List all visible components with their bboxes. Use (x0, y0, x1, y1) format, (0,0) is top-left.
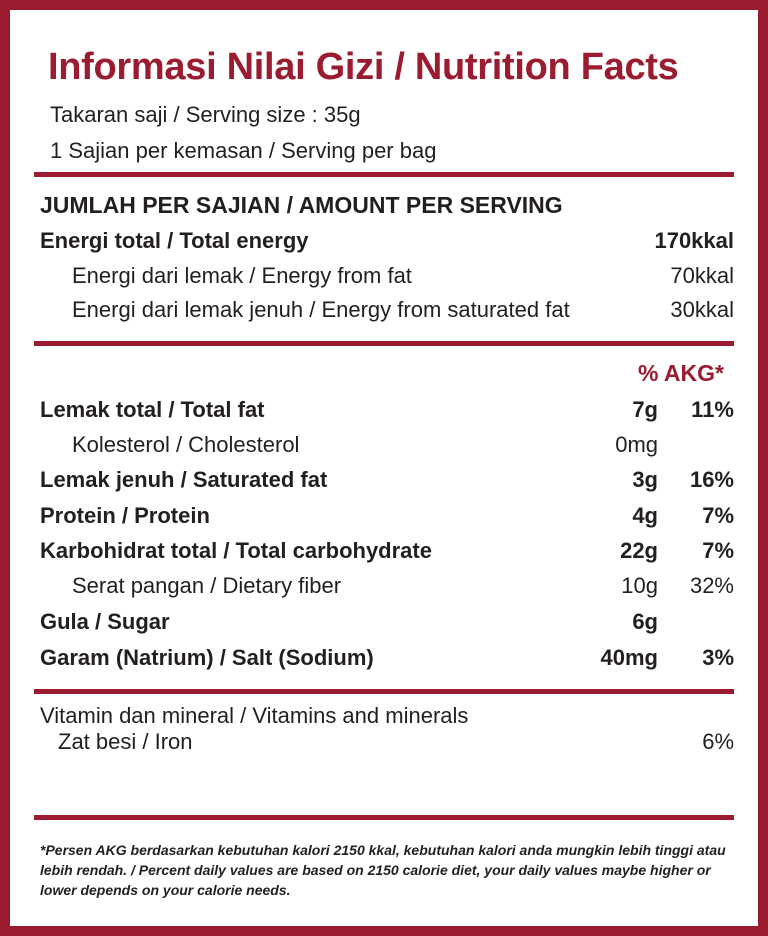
energy-fat-row (40, 263, 734, 293)
nutrient-amount: 6g (632, 609, 658, 634)
nutrient-label: Karbohidrat total / Total carbohydrate (40, 538, 432, 563)
divider-rule (34, 172, 734, 177)
energy-sat-fat-row (40, 297, 734, 327)
servings-per-pack: 1 Sajian per kemasan / Serving per bag (50, 138, 437, 163)
nutrient-row (40, 503, 734, 533)
serving-size: Takaran saji / Serving size : 35g (50, 102, 361, 127)
nutrient-percent: 7% (702, 503, 734, 528)
nutrient-row (40, 397, 734, 427)
label-title: Informasi Nilai Gizi / Nutrition Facts (48, 46, 679, 88)
nutrient-row (40, 432, 734, 462)
nutrient-amount: 10g (621, 573, 658, 598)
nutrient-amount: 7g (632, 397, 658, 422)
nutrient-row (40, 609, 734, 639)
nutrient-label: Gula / Sugar (40, 609, 170, 634)
energy-label: Energi dari lemak / Energy from fat (72, 263, 412, 288)
divider-rule (34, 341, 734, 346)
nutrient-label: Kolesterol / Cholesterol (72, 432, 300, 457)
akg-header: % AKG* (637, 360, 724, 386)
nutrient-row (40, 538, 734, 568)
nutrient-percent: 11% (691, 397, 734, 422)
amount-per-serving-header: JUMLAH PER SAJIAN / AMOUNT PER SERVING (40, 192, 563, 218)
nutrient-row (40, 467, 734, 497)
nutrient-label: Lemak jenuh / Saturated fat (40, 467, 328, 492)
nutrient-label: Garam (Natrium) / Salt (Sodium) (40, 645, 374, 670)
energy-value: 70kkal (670, 263, 734, 288)
vitamin-row (40, 729, 734, 759)
nutrient-label: Serat pangan / Dietary fiber (72, 573, 342, 598)
divider-rule (34, 689, 734, 694)
vitamins-header: Vitamin dan mineral / Vitamins and minerals (40, 703, 469, 728)
nutrient-percent: 32% (689, 573, 734, 598)
nutrient-amount: 40mg (600, 645, 658, 670)
nutrient-row (40, 573, 734, 603)
nutrient-percent: 7% (702, 538, 734, 563)
vitamin-percent: 6% (702, 729, 734, 754)
nutrient-row (40, 645, 734, 675)
energy-label: Energi dari lemak jenuh / Energy from saturated fat (72, 297, 570, 322)
divider-rule (34, 815, 734, 820)
nutrient-amount: 22g (620, 538, 658, 563)
energy-value: 170kkal (654, 228, 734, 253)
nutrient-amount: 0mg (615, 432, 658, 457)
nutrient-percent: 16% (689, 467, 734, 492)
vitamin-label: Zat besi / Iron (58, 729, 193, 754)
energy-total-row (40, 228, 734, 258)
nutrient-label: Lemak total / Total fat (40, 397, 265, 422)
nutrient-label: Protein / Protein (40, 503, 210, 528)
nutrient-percent: 3% (702, 645, 734, 670)
energy-label: Energi total / Total energy (40, 228, 309, 253)
energy-value: 30kkal (670, 297, 734, 322)
nutrient-amount: 3g (632, 467, 658, 492)
akg-footnote: *Persen AKG berdasarkan kebutuhan kalori 2150 kkal, kebutuhan kalori anda mungkin lebih tinggi atau lebih rendah. / Percent daily values are based on 2150 calorie diet, your daily values maybe higher or lower depends on your calorie needs. (40, 842, 726, 898)
nutrient-amount: 4g (632, 503, 658, 528)
